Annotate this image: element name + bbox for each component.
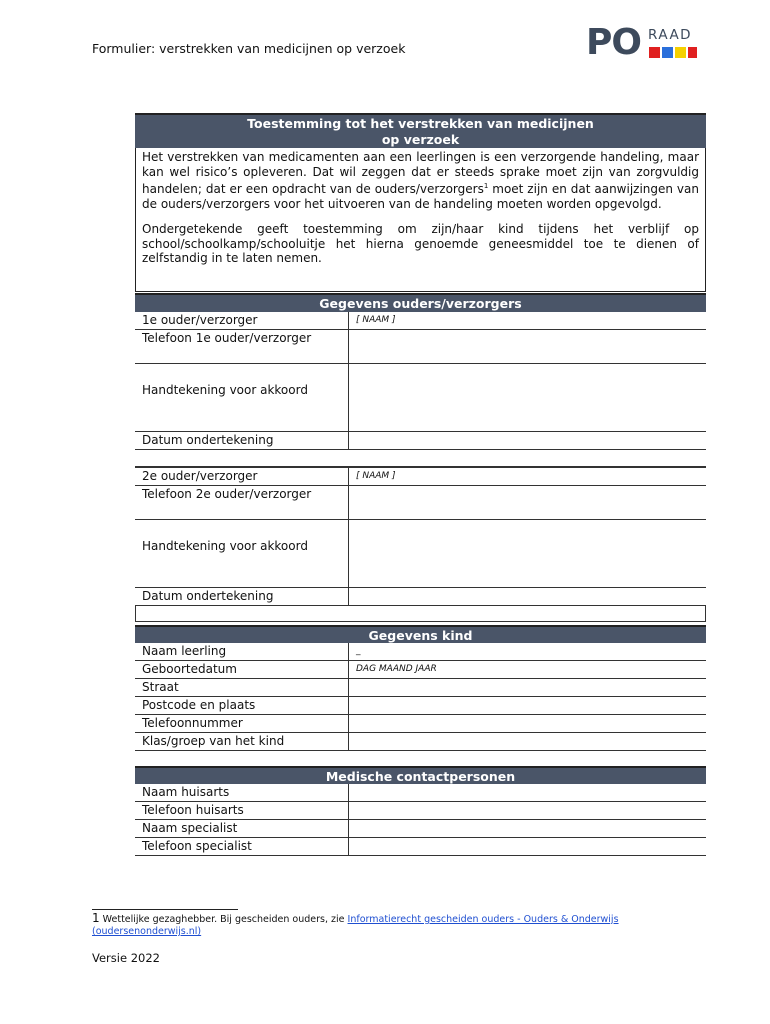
table-row bbox=[135, 588, 706, 606]
p1-date-label: Datum ondertekening bbox=[135, 432, 349, 450]
footnote-link[interactable]: Informatierecht gescheiden ouders - Ouders & Onderwijs (oudersenonderwijs.nl) bbox=[92, 914, 619, 937]
specialist-name-field[interactable] bbox=[349, 820, 707, 838]
table-row bbox=[135, 364, 706, 432]
table-row bbox=[135, 784, 706, 802]
logo-square-red bbox=[649, 47, 660, 58]
footnote-ref[interactable]: 1 bbox=[483, 182, 489, 190]
specialist-phone-field[interactable] bbox=[349, 838, 707, 856]
p1-name-field[interactable]: [ NAAM ] bbox=[349, 312, 707, 330]
child-class-label: Klas/groep van het kind bbox=[135, 733, 349, 751]
gp-phone-field[interactable] bbox=[349, 802, 707, 820]
footnote-divider bbox=[92, 909, 238, 910]
table-row bbox=[135, 733, 706, 751]
p2-phone-label: Telefoon 2e ouder/verzorger bbox=[135, 486, 349, 520]
logo-square-blue bbox=[662, 47, 673, 58]
p2-date-field[interactable] bbox=[349, 588, 707, 606]
table-row bbox=[135, 486, 706, 520]
child-table bbox=[135, 643, 706, 751]
table-row bbox=[135, 715, 706, 733]
gp-phone-label: Telefoon huisarts bbox=[135, 802, 349, 820]
logo-square-yellow bbox=[675, 47, 686, 58]
child-postcode-field[interactable] bbox=[349, 697, 707, 715]
p2-phone-field[interactable] bbox=[349, 486, 707, 520]
p1-sign-field[interactable] bbox=[349, 364, 707, 432]
child-section bbox=[135, 625, 706, 751]
child-phone-field[interactable] bbox=[349, 715, 707, 733]
table-row bbox=[135, 468, 706, 486]
po-raad-logo bbox=[586, 22, 702, 63]
table-row bbox=[135, 312, 706, 330]
p1-sign-label: Handtekening voor akkoord bbox=[135, 364, 349, 432]
parents-table-1 bbox=[135, 312, 706, 450]
child-birthdate-field[interactable]: DAG MAAND JAAR bbox=[349, 661, 707, 679]
p2-sign-field[interactable] bbox=[349, 520, 707, 588]
intro-title-bar bbox=[135, 113, 706, 148]
table-row bbox=[135, 802, 706, 820]
p1-phone-label: Telefoon 1e ouder/verzorger bbox=[135, 330, 349, 364]
medical-table bbox=[135, 784, 706, 856]
document-header-title: Formulier: verstrekken van medicijnen op verzoek bbox=[92, 41, 406, 56]
specialist-name-label: Naam specialist bbox=[135, 820, 349, 838]
table-row bbox=[135, 643, 706, 661]
table-row bbox=[135, 679, 706, 697]
p2-label: 2e ouder/verzorger bbox=[135, 468, 349, 486]
section-gap bbox=[135, 450, 706, 468]
logo-raad-text: RAAD bbox=[648, 27, 693, 43]
child-title-bar: Gegevens kind bbox=[135, 625, 706, 643]
child-birthdate-label: Geboortedatum bbox=[135, 661, 349, 679]
intro-section bbox=[135, 113, 706, 292]
gp-name-label: Naam huisarts bbox=[135, 784, 349, 802]
table-row bbox=[135, 697, 706, 715]
p1-date-field[interactable] bbox=[349, 432, 707, 450]
table-row bbox=[135, 820, 706, 838]
footnote-number: 1 bbox=[92, 911, 100, 925]
intro-paragraph-2: Ondergetekende geeft toestemming om zijn/haar kind tijdens het verblijf op school/schoolkamp/schooluitje het hierna genoemde geneesmiddel toe te dienen of zelfstandig in te laten nemen. bbox=[142, 222, 699, 265]
gp-name-field[interactable] bbox=[349, 784, 707, 802]
child-name-field[interactable]: _ bbox=[349, 643, 707, 661]
parents-table-2 bbox=[135, 468, 706, 606]
table-row bbox=[135, 330, 706, 364]
p1-phone-field[interactable] bbox=[349, 330, 707, 364]
parents-section bbox=[135, 293, 706, 622]
child-phone-label: Telefoonnummer bbox=[135, 715, 349, 733]
table-row bbox=[135, 838, 706, 856]
child-street-field[interactable] bbox=[349, 679, 707, 697]
table-row bbox=[135, 432, 706, 450]
intro-text-box bbox=[135, 148, 706, 292]
medical-section bbox=[135, 766, 706, 856]
logo-square-red-2 bbox=[688, 47, 697, 58]
p2-sign-label: Handtekening voor akkoord bbox=[135, 520, 349, 588]
child-class-field[interactable] bbox=[349, 733, 707, 751]
intro-paragraph-1: Het verstrekken van medicamenten aan een leerlingen is een verzorgende handeling, maar kan wel risico’s opleveren. Dat wil zeggen dat er steeds sprake moet zijn van zorgvuldig handelen; dat er een opdracht van de ouders/verzorgers$^1$ moet zijn en dat aanwijzingen van de ouders/verzorgers voor het uitvoeren van de handeling moeten worden opgevolgd. bbox=[142, 150, 699, 211]
p2-date-label: Datum ondertekening bbox=[135, 588, 349, 606]
parents-title-bar: Gegevens ouders/verzorgers bbox=[135, 293, 706, 312]
intro-title-line2: op verzoek bbox=[381, 132, 460, 147]
p1-label: 1e ouder/verzorger bbox=[135, 312, 349, 330]
footnote-text: Wettelijke gezaghebber. Bij gescheiden ouders, zie bbox=[99, 914, 348, 925]
p2-name-field[interactable]: [ NAAM ] bbox=[349, 468, 707, 486]
logo-po-text: PO bbox=[586, 22, 641, 63]
table-row bbox=[135, 661, 706, 679]
medical-title-bar: Medische contactpersonen bbox=[135, 766, 706, 784]
child-name-label: Naam leerling bbox=[135, 643, 349, 661]
section-gap bbox=[135, 606, 706, 622]
footnote bbox=[92, 912, 712, 938]
child-postcode-label: Postcode en plaats bbox=[135, 697, 349, 715]
table-row bbox=[135, 520, 706, 588]
version-label: Versie 2022 bbox=[92, 951, 160, 965]
specialist-phone-label: Telefoon specialist bbox=[135, 838, 349, 856]
intro-title-line1: Toestemming tot het verstrekken van medicijnen bbox=[247, 116, 594, 131]
child-street-label: Straat bbox=[135, 679, 349, 697]
